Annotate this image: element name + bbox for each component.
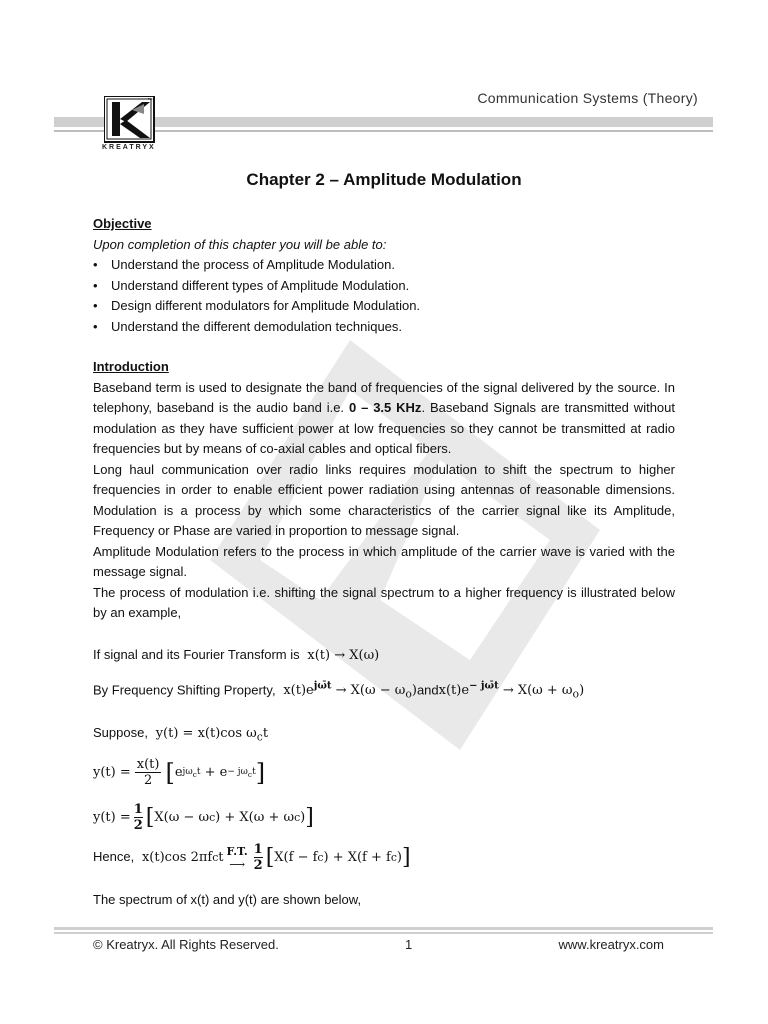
page-number: 1 bbox=[405, 937, 413, 952]
intro-p1-bold: 0 – 3.5 KHz bbox=[348, 400, 422, 415]
hence-line bbox=[93, 842, 411, 873]
footer-copyright: © Kreatryx. All Rights Reserved. bbox=[93, 937, 279, 952]
equation-hence: x(t)cos 2πf c t F.T. ⟶ 1 2 [ X(f − f c ) + X(f + f c ) ] bbox=[137, 842, 411, 873]
kreatryx-logo bbox=[104, 96, 158, 146]
equation-shift-1: $x(t)e^{j\omegāt} \to X(\omega - \omega_o)$ bbox=[279, 681, 417, 701]
intro-paragraph-2: Long haul communication over radio links requires modulation to shift the spectrum to higher frequencies in order to enable efficient power radiation using antennas of reasonable dimensions. Modulation is a process by which some characteristics of the carrier signal like its Amplitude, Frequency or Phase are varied in proportion to message signal. bbox=[93, 461, 675, 538]
footer-band bbox=[54, 927, 713, 930]
equation-y-exp: y(t) = x(t) 2 [ e $j\omega_ct$ + e − $j\omega_ct$ ] bbox=[93, 757, 266, 788]
objective-intro: Upon completion of this chapter you will be able to: bbox=[93, 236, 387, 252]
footer-band-line bbox=[54, 932, 713, 934]
intro-paragraph-3: Amplitude Modulation refers to the process in which amplitude of the carrier wave is varied with the message signal. bbox=[93, 543, 675, 579]
fourier-line-text: If signal and its Fourier Transform is bbox=[93, 647, 300, 662]
intro-p1-text: Baseband term is used to designate the band of frequencies of the signal delivered by the source. In telephony, baseband is the audio band i.e. bbox=[93, 379, 675, 415]
chapter-title: Chapter 2 – Amplitude Modulation bbox=[246, 170, 522, 189]
intro-p1-text-end: . Baseband Signals are transmitted without modulation as they have sufficient power at low frequencies so they cannot be transmitted at radio frequencies but by means of co-axial cables and optical fibers. bbox=[93, 400, 675, 456]
suppose-text: Suppose, bbox=[93, 725, 148, 740]
ft-label: F.T. bbox=[226, 844, 248, 858]
shift-and: and bbox=[416, 682, 439, 698]
introduction-section bbox=[93, 357, 675, 624]
objective-list bbox=[93, 255, 675, 337]
objective-heading: Objective bbox=[93, 216, 152, 231]
objective-item: • Design different modulators for Amplitude Modulation. bbox=[93, 296, 675, 317]
suppose-line bbox=[93, 725, 268, 744]
hence-text: Hence, bbox=[93, 849, 135, 864]
objective-item: • Understand the process of Amplitude Modulation. bbox=[93, 255, 675, 276]
shift-line bbox=[93, 681, 584, 701]
equation-shift-2: $x(t)e^{- j\omegāt} \to X(\omega + \omega_o)$ bbox=[438, 681, 585, 701]
equation-fourier-pair: x(t) → X(ω) bbox=[303, 648, 380, 663]
logo-wordmark: KREATRYX bbox=[102, 144, 156, 151]
document-title: Communication Systems (Theory) bbox=[477, 90, 698, 106]
objective-item: • Understand the different demodulation techniques. bbox=[93, 317, 675, 338]
intro-paragraph-1 bbox=[93, 378, 675, 460]
svg-text:TM: TM bbox=[148, 97, 153, 101]
objective-item: • Understand different types of Amplitude Modulation. bbox=[93, 276, 675, 297]
equation-suppose: y(t) = x(t)cos $\omega_ct$ bbox=[151, 726, 269, 744]
shift-line-text: By Frequency Shifting Property, bbox=[93, 682, 276, 698]
fourier-line bbox=[93, 647, 379, 663]
objective-section bbox=[93, 214, 675, 337]
equation-y-spectrum: y(t) = 1 2 [ X(ω − ω c ) + X(ω + ω c ) ] bbox=[93, 802, 314, 833]
spectrum-line: The spectrum of x(t) and y(t) are shown below, bbox=[93, 892, 362, 907]
introduction-heading: Introduction bbox=[93, 359, 169, 374]
footer-website[interactable]: www.kreatryx.com bbox=[558, 937, 664, 952]
intro-paragraph-4: The process of modulation i.e. shifting the signal spectrum to a higher frequency is illustrated below by an example, bbox=[93, 584, 675, 620]
